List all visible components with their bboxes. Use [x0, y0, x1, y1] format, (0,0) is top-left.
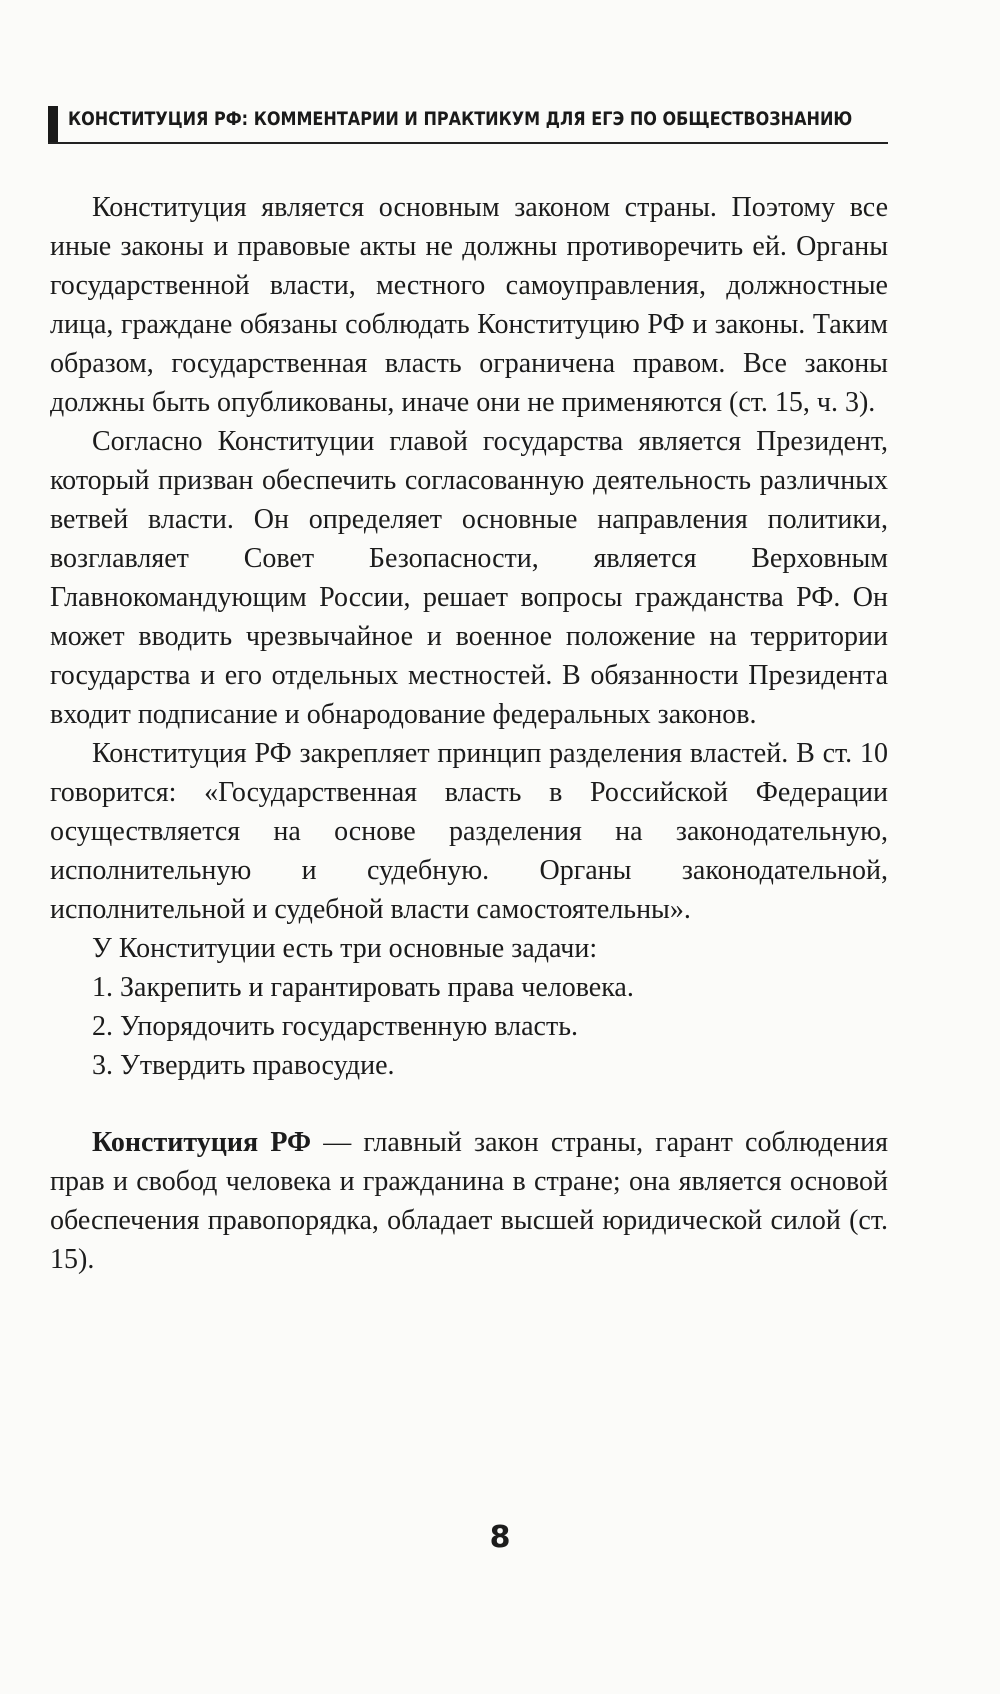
running-header — [48, 104, 888, 144]
paragraph-constitution-main-law: Конституция является основным законом страны. Поэтому все иные законы и правовые акты не должны противоречить ей. Органы государственной власти, местного самоуправления, должностные лица, граждане обязаны соблюдать Конституцию РФ и законы. Таким образом, государственная власть ограничена правом. Все законы должны быть опубликованы, иначе они не применяются (ст. 15, ч. 3). — [50, 192, 888, 418]
paragraph-separation-of-powers: Конституция РФ закрепляет принцип разделения властей. В ст. 10 говорится: «Государственная власть в Российской Федерации осуществляется на основе разделения на законодательную, исполнительную и судебную. Органы законодательной, исполнительной и судебной власти самостоятельны». — [50, 738, 888, 925]
paragraph-president: Согласно Конституции главой государства является Президент, который призван обеспечить согласованную деятельность различных ветвей власти. Он определяет основные направления политики, возглавляет Совет Безопасности, является Верховным Главнокомандующим России, решает вопросы гражданства РФ. Он может вводить чрезвычайное и военное положение на территории государства и его отдельных местностей. В обязанности Президента входит подписание и обнародование федеральных законов. — [50, 426, 888, 730]
definition-block — [50, 1123, 888, 1279]
list-item: 3. Утвердить правосудие. — [92, 1050, 395, 1081]
running-header-title: КОНСТИТУЦИЯ РФ: КОММЕНТАРИИ И ПРАКТИКУМ ДЛЯ ЕГЭ ПО ОБЩЕСТВОЗНАНИЮ — [68, 108, 853, 130]
header-marker-bar — [48, 106, 58, 142]
page-number: 8 — [489, 1520, 511, 1555]
list-item: 1. Закрепить и гарантировать права человека. — [92, 972, 634, 1003]
definition-term: Конституция РФ — [92, 1127, 312, 1158]
tasks-intro: У Конституции есть три основные задачи: — [92, 933, 598, 964]
tasks-list — [50, 968, 888, 1085]
definition-text: — главный закон страны, гарант соблюдения прав и свобод человека и гражданина в стране; она является основой обеспечения правопорядка, обладает высшей юридической силой (ст. 15). — [50, 1127, 888, 1275]
body-text — [50, 188, 888, 1279]
list-item: 2. Упорядочить государственную власть. — [92, 1011, 578, 1042]
